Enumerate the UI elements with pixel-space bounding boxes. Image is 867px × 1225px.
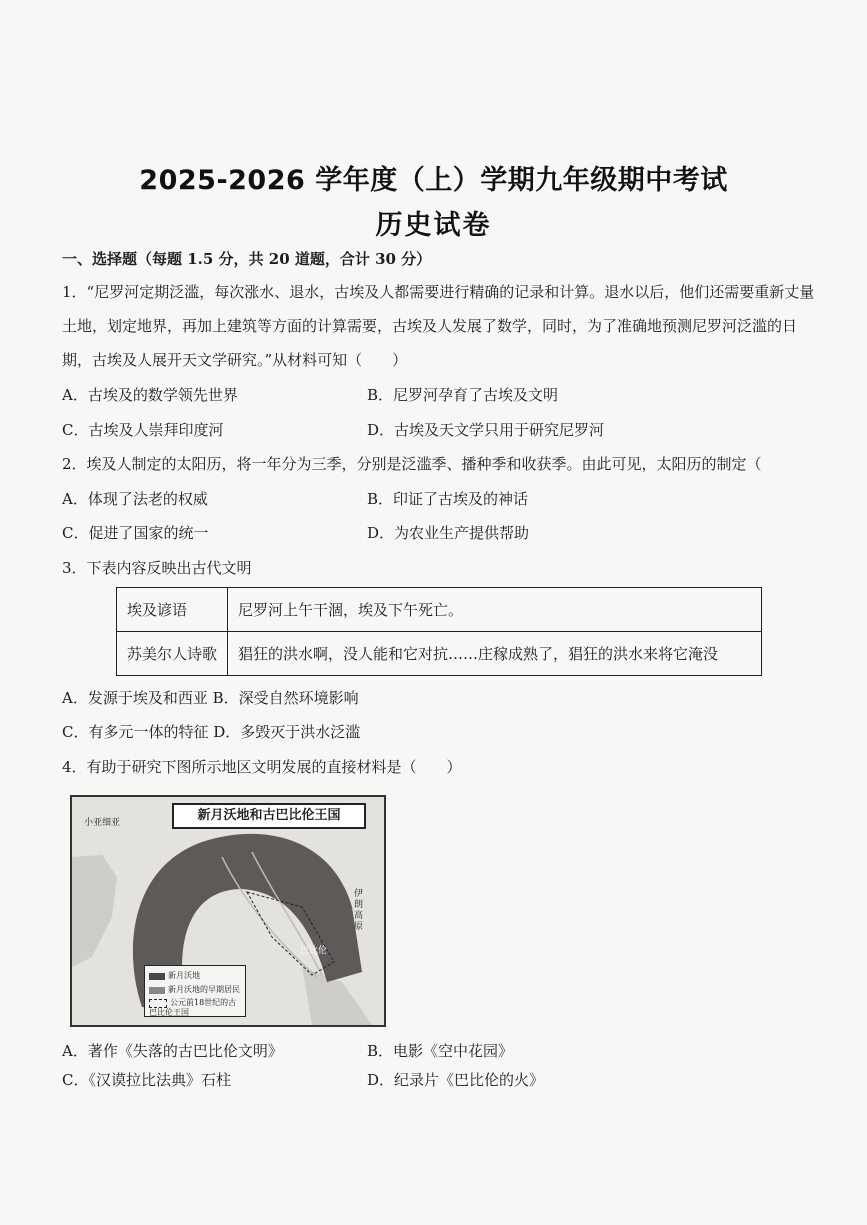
question-2-stem: 2．埃及人制定的太阳历，将一年分为三季，分别是泛滥季、播种季和收获季。由此可见，太阳历的制定（ [62, 455, 762, 473]
question-2-option-a: A．体现了法老的权威 [62, 490, 208, 508]
table-cell: 苏美尔人诗歌 [117, 632, 228, 676]
question-2-option-d: D．为农业生产提供帮助 [367, 524, 530, 542]
question-3-table [116, 587, 762, 676]
question-2-option-b: B．印证了古埃及的神话 [367, 490, 529, 508]
legend-item [149, 970, 200, 981]
legend-swatch [149, 999, 167, 1008]
exam-title: 2025-2026 学年度（上）学期九年级期中考试 [139, 165, 728, 196]
legend-item [149, 998, 241, 1017]
legend-item [149, 984, 240, 995]
question-3-stem: 3．下表内容反映出古代文明 [62, 559, 252, 577]
question-1-option-d: D．古埃及天文学只用于研究尼罗河 [367, 421, 605, 439]
table-cell: 尼罗河上午干涸，埃及下午死亡。 [228, 588, 762, 632]
legend-swatch [149, 973, 165, 980]
question-1-option-c: C．古埃及人崇拜印度河 [62, 421, 224, 439]
section-heading: 一、选择题（每题 1.5 分，共 20 道题，合计 30 分） [62, 250, 432, 268]
question-3-options-cd: C．有多元一体的特征 D．多毁灭于洪水泛滥 [62, 723, 361, 741]
fertile-crescent-map [70, 795, 386, 1027]
table-row [117, 588, 762, 632]
map-label-babylon: 巴比伦 [300, 946, 328, 956]
question-4-option-b: B．电影《空中花园》 [367, 1042, 514, 1060]
legend-swatch [149, 987, 165, 994]
legend-label: 新月沃地的早期居民 [168, 985, 240, 994]
question-4-option-a: A．著作《失落的古巴比伦文明》 [62, 1042, 283, 1060]
table-cell: 猖狂的洪水啊，没人能和它对抗……庄稼成熟了，猖狂的洪水来将它淹没 [228, 632, 762, 676]
question-2-option-c: C．促进了国家的统一 [62, 524, 209, 542]
question-4-stem: 4．有助于研究下图所示地区文明发展的直接材料是（ ） [62, 758, 462, 776]
map-label-asia-minor: 小亚细亚 [84, 818, 121, 828]
question-1-option-a: A．古埃及的数学领先世界 [62, 386, 238, 404]
map-label-iran: 伊朗高原 [354, 889, 364, 932]
map-legend [144, 965, 246, 1017]
question-4-option-d: D．纪录片《巴比伦的火》 [367, 1071, 545, 1089]
table-cell: 埃及谚语 [117, 588, 228, 632]
question-4-option-c: C．《汉谟拉比法典》石柱 [62, 1071, 231, 1089]
exam-subtitle: 历史试卷 [375, 210, 492, 241]
map-title: 新月沃地和古巴比伦王国 [172, 803, 366, 829]
table-row [117, 632, 762, 676]
legend-label: 公元前18世纪的古巴比伦王国 [149, 998, 237, 1017]
question-1-stem: 1．“尼罗河定期泛滥，每次涨水、退水，古埃及人都需要进行精确的记录和计算。退水以后，他们还需要重新丈量土地，划定地界，再加上建筑等方面的计算需要，古埃及人发展了数学，同时，为了准确地预测尼罗河泛滥的日期，古埃及人展开天文学研究。”从材料可知（ ） [62, 283, 815, 369]
legend-label: 新月沃地 [168, 971, 200, 980]
question-3-options-ab: A．发源于埃及和西亚 B．深受自然环境影响 [62, 689, 359, 707]
question-1-option-b: B．尼罗河孕育了古埃及文明 [367, 386, 559, 404]
